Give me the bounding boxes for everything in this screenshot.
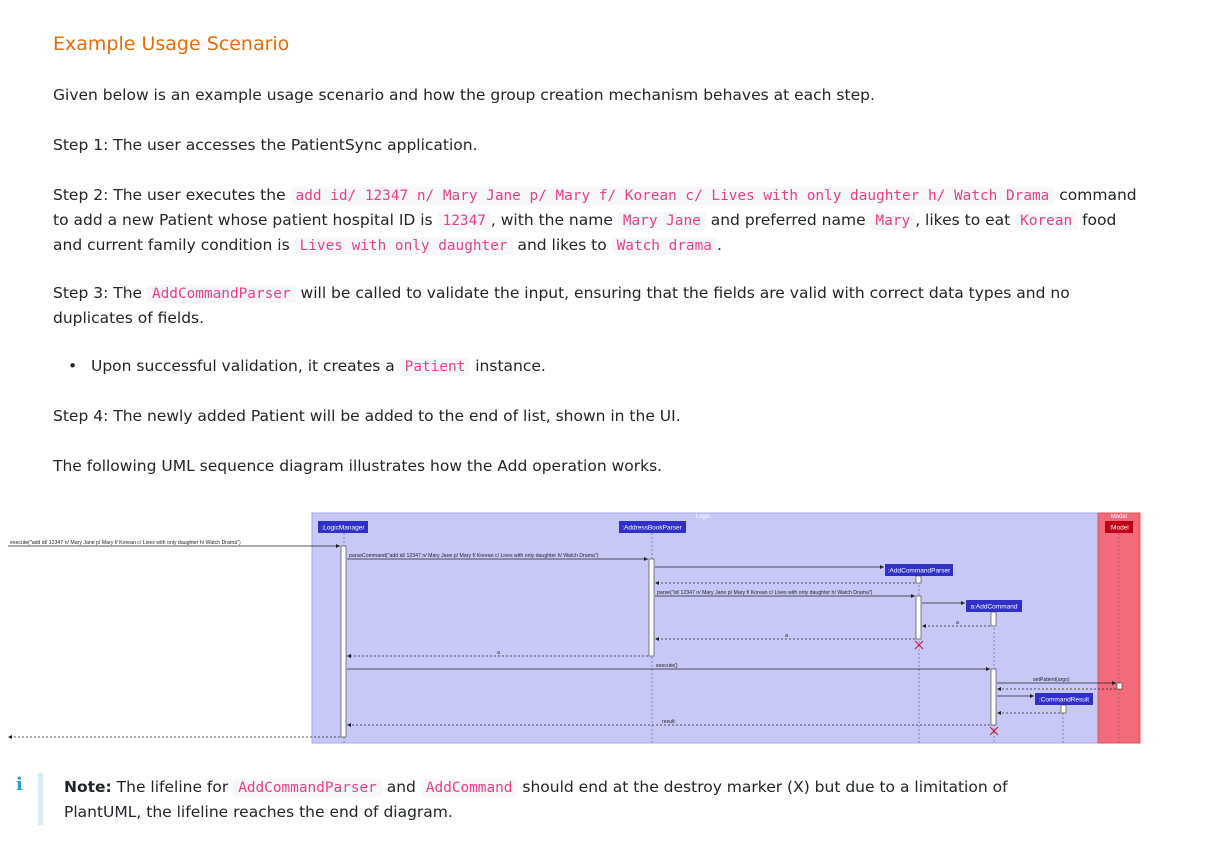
msg-parse-command-label: parseCommand("add id/ 12347 n/ Mary Jane p/ Mary f/ Korean c/ Lives with only daughter h/ Watch Drama"): [349, 553, 599, 559]
info-icon: i: [16, 774, 23, 795]
step-1: Step 1: The user accesses the PatientSync application.: [53, 136, 478, 154]
family-condition-code: Lives with only daughter: [295, 237, 513, 255]
activation-logic-manager: [341, 546, 346, 737]
section-heading: Example Usage Scenario: [53, 33, 290, 55]
activation-add-command-execute: [991, 669, 996, 725]
preferred-name-code: Mary: [871, 212, 916, 230]
activation-add-command-create: [991, 612, 996, 626]
msg-execute-label: execute(): [656, 663, 678, 669]
activation-address-book-parser: [649, 559, 654, 656]
note-label: Note:: [64, 778, 112, 796]
step-2-text: and preferred name: [705, 211, 871, 229]
patient-id-code: 12347: [438, 212, 491, 230]
msg-return-a-1-label: a: [956, 620, 959, 626]
note-body: [64, 775, 1074, 824]
msg-return-a-3-label: a: [497, 650, 500, 656]
participant-add-command-parser-label: :AddCommandParser: [887, 567, 951, 575]
intro-paragraph: Given below is an example usage scenario and how the group creation mechanism behaves at each step.: [53, 86, 875, 104]
participant-model-label: :Model: [1109, 524, 1129, 532]
bullet-list: [53, 354, 546, 379]
patient-code: Patient: [400, 358, 471, 376]
list-item-text: Upon successful validation, it creates a: [91, 357, 400, 375]
activation-model: [1117, 683, 1122, 689]
step-3-text: Step 3: The: [53, 284, 147, 302]
step-2-text: .: [716, 236, 722, 254]
participant-logic-manager-label: :LogicManager: [321, 524, 365, 532]
note-text: should end at the destroy marker (X) but due to a limitation of PlantUML, the lifeline reaches the end of diagram.: [64, 778, 1008, 821]
food-code: Korean: [1015, 212, 1077, 230]
logic-frame-label: Logic: [695, 514, 711, 520]
add-command-code: add id/ 12347 n/ Mary Jane p/ Mary f/ Korean c/ Lives with only daughter h/ Watch Drama: [291, 187, 1055, 205]
step-2-text: and likes to: [512, 236, 612, 254]
msg-execute-command-label: execute("add id/ 12347 n/ Mary Jane p/ Mary f/ Korean c/ Lives with only daughter h/ Watch Drama"): [10, 540, 241, 546]
msg-parse-label: parse("id/ 12347 n/ Mary Jane p/ Mary f/ Korean c/ Lives with only daughter h/ Watch Drama"): [657, 590, 873, 596]
step-2-text: food and current family condition is: [53, 211, 1117, 254]
step-2: [53, 183, 1148, 258]
step-3: [53, 281, 1148, 330]
note-text: and: [381, 778, 421, 796]
participant-add-command-label: a:AddCommand: [970, 603, 1018, 611]
step-3-text: will be called to validate the input, ensuring that the fields are valid with correct data types and no duplicates of fields.: [53, 284, 1070, 327]
msg-set-patient-label: setPatient(args): [1033, 677, 1070, 683]
bullet-dot: •: [68, 357, 78, 375]
step-4: Step 4: The newly added Patient will be added to the end of list, shown in the UI.: [53, 407, 681, 425]
note-command-code: AddCommand: [421, 779, 518, 797]
activation-command-result: [1061, 705, 1066, 713]
note-border: [38, 773, 43, 825]
note-admonition: [10, 773, 1100, 825]
model-frame: [1098, 513, 1140, 743]
diagram-intro: The following UML sequence diagram illustrates how the Add operation works.: [53, 457, 663, 475]
msg-return-a-2-label: a: [785, 633, 788, 639]
name-code: Mary Jane: [618, 212, 706, 230]
uml-sequence-diagram: [0, 505, 1129, 745]
participant-address-book-parser-label: :AddressBookParser: [622, 524, 682, 532]
model-frame-label: Model: [1110, 514, 1128, 520]
msg-result-label: result: [662, 719, 675, 725]
note-parser-code: AddCommandParser: [233, 779, 382, 797]
step-2-text: Step 2: The user executes the: [53, 186, 291, 204]
step-2-text: , likes to eat: [915, 211, 1016, 229]
list-item: [53, 354, 546, 379]
hobby-code: Watch drama: [612, 237, 717, 255]
activation-add-command-parser-parse: [916, 596, 921, 639]
step-2-text: command to add a new Patient whose patient hospital ID is: [53, 186, 1137, 229]
participant-command-result-label: :CommandResult: [1038, 696, 1090, 704]
list-item-text: instance.: [470, 357, 546, 375]
parser-code: AddCommandParser: [147, 285, 296, 303]
note-text: The lifeline for: [111, 778, 234, 796]
logic-frame: [312, 513, 1098, 743]
step-2-text: , with the name: [490, 211, 618, 229]
activation-add-command-parser-create: [916, 576, 921, 583]
